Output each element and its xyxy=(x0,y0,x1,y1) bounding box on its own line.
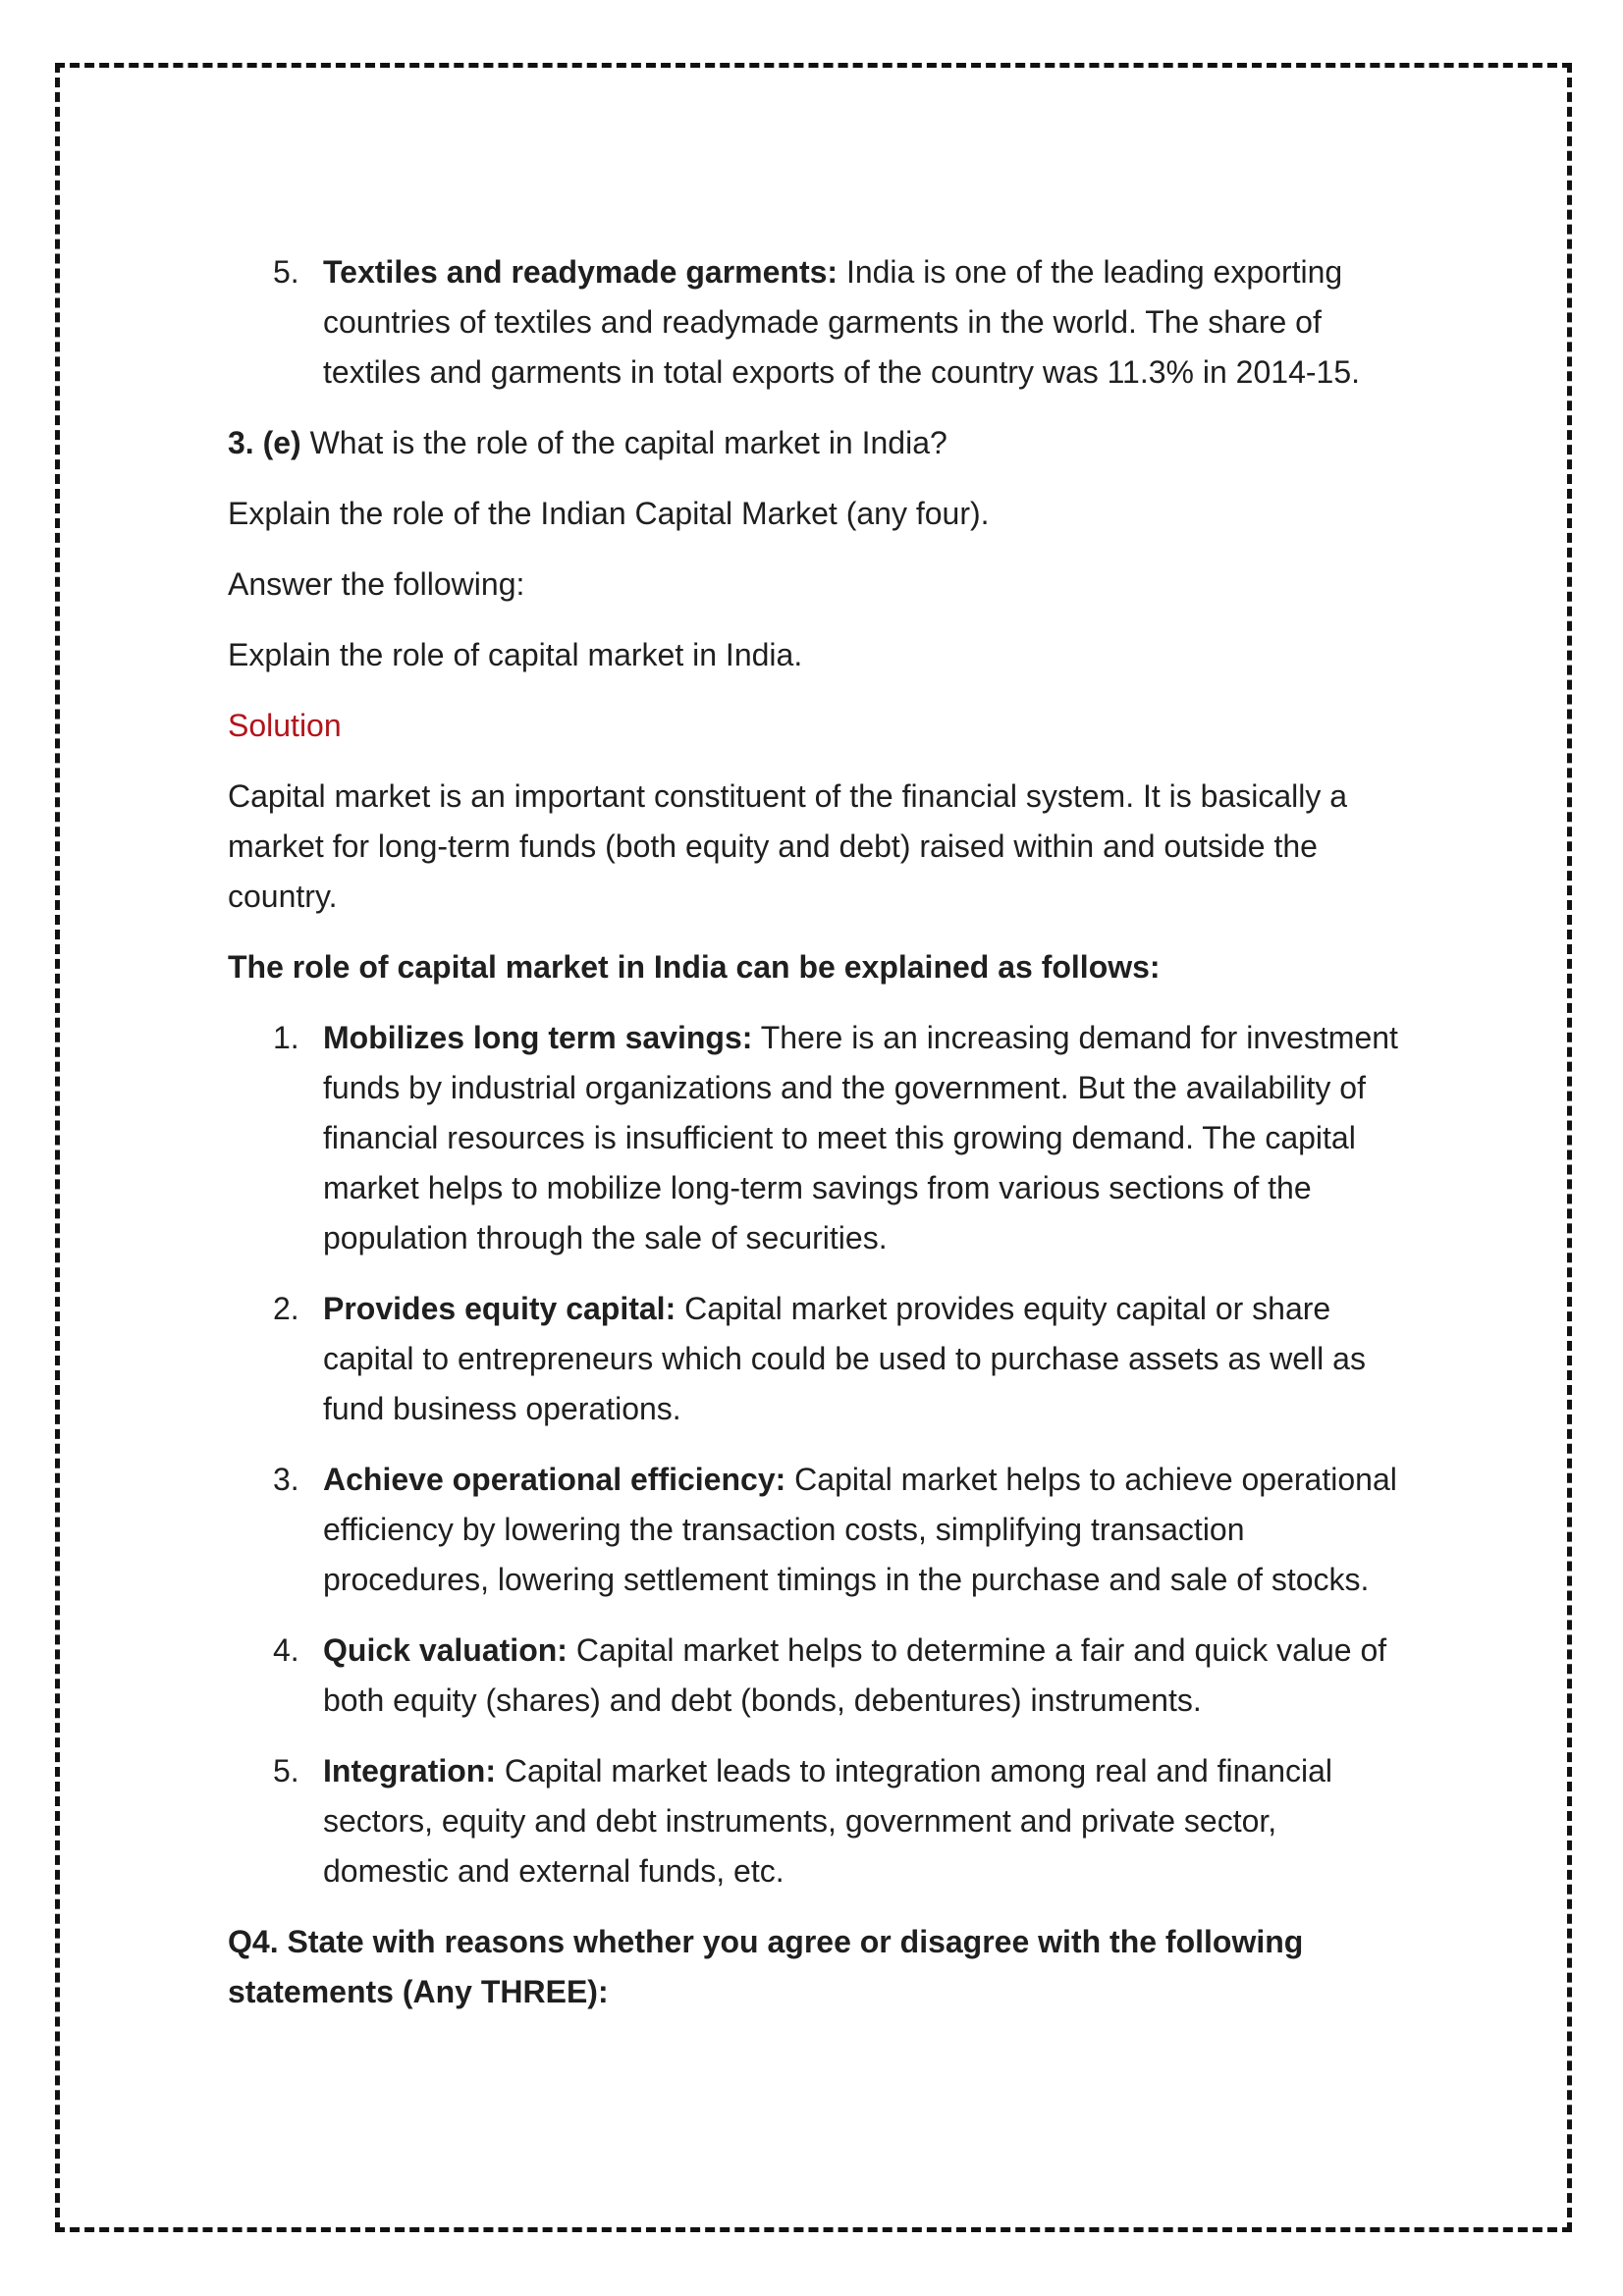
document-content xyxy=(228,247,1406,2038)
capital-market-roles-list xyxy=(228,1013,1406,1896)
list-number: 4. xyxy=(273,1632,299,1668)
list-number: 3. xyxy=(273,1462,299,1497)
solution-lead xyxy=(228,942,1406,992)
question-number: 3. (e) xyxy=(228,425,301,460)
item-text: India is one of the leading exporting countries of textiles and readymade garments in the world. The share of textiles and garments in total exports of the country was 11.3% in 2014-15. xyxy=(323,254,1360,390)
item-text: There is an increasing demand for investment funds by industrial organizations and the government. But the availability of financial resources is insufficient to meet this growing demand. The capital market helps to mobilize long-term savings from various sections of the population through the sale of securities. xyxy=(323,1020,1398,1255)
solution-intro: Capital market is an important constituent of the financial system. It is basically a market for long-term funds (both equity and debt) raised within and outside the country. xyxy=(228,778,1348,914)
question-text: What is the role of the capital market in India? xyxy=(300,425,947,460)
question-alt-1: Explain the role of the Indian Capital Market (any four). xyxy=(228,496,990,531)
item-title: Provides equity capital: xyxy=(323,1291,676,1326)
list-item xyxy=(228,1284,1406,1434)
list-item xyxy=(228,1013,1406,1263)
question-heading xyxy=(228,418,1406,468)
list-item xyxy=(228,1626,1406,1726)
item-text: Capital market provides equity capital or share capital to entrepreneurs which could be used to purchase assets as well as fund business operations. xyxy=(323,1291,1366,1426)
question-alt-3: Explain the role of capital market in India. xyxy=(228,637,803,672)
list-item xyxy=(228,1746,1406,1896)
solution-label: Solution xyxy=(228,708,342,743)
item-title: Mobilizes long term savings: xyxy=(323,1020,753,1055)
next-question-text: Q4. State with reasons whether you agree or disagree with the following statements (Any THREE): xyxy=(228,1924,1304,2009)
next-question xyxy=(228,1917,1406,2017)
item-text: Capital market leads to integration among real and financial sectors, equity and debt instruments, government and private sector, domestic and external funds, etc. xyxy=(323,1753,1333,1889)
list-number: 2. xyxy=(273,1291,299,1326)
exports-list xyxy=(228,247,1406,398)
item-title: Quick valuation: xyxy=(323,1632,568,1668)
list-number: 1. xyxy=(273,1020,299,1055)
question-alt-2: Answer the following: xyxy=(228,566,525,602)
item-text: Capital market helps to determine a fair and quick value of both equity (shares) and debt (bonds, debentures) instruments. xyxy=(323,1632,1387,1718)
solution-lead-text: The role of capital market in India can be explained as follows: xyxy=(228,949,1161,985)
list-number: 5. xyxy=(273,254,299,290)
item-title: Integration: xyxy=(323,1753,496,1789)
item-title: Achieve operational efficiency: xyxy=(323,1462,786,1497)
list-number: 5. xyxy=(273,1753,299,1789)
list-item xyxy=(228,247,1406,398)
list-item xyxy=(228,1455,1406,1605)
item-text: Capital market helps to achieve operational efficiency by lowering the transaction costs, simplifying transaction procedures, lowering settlement timings in the purchase and sale of stocks. xyxy=(323,1462,1397,1597)
item-title: Textiles and readymade garments: xyxy=(323,254,839,290)
